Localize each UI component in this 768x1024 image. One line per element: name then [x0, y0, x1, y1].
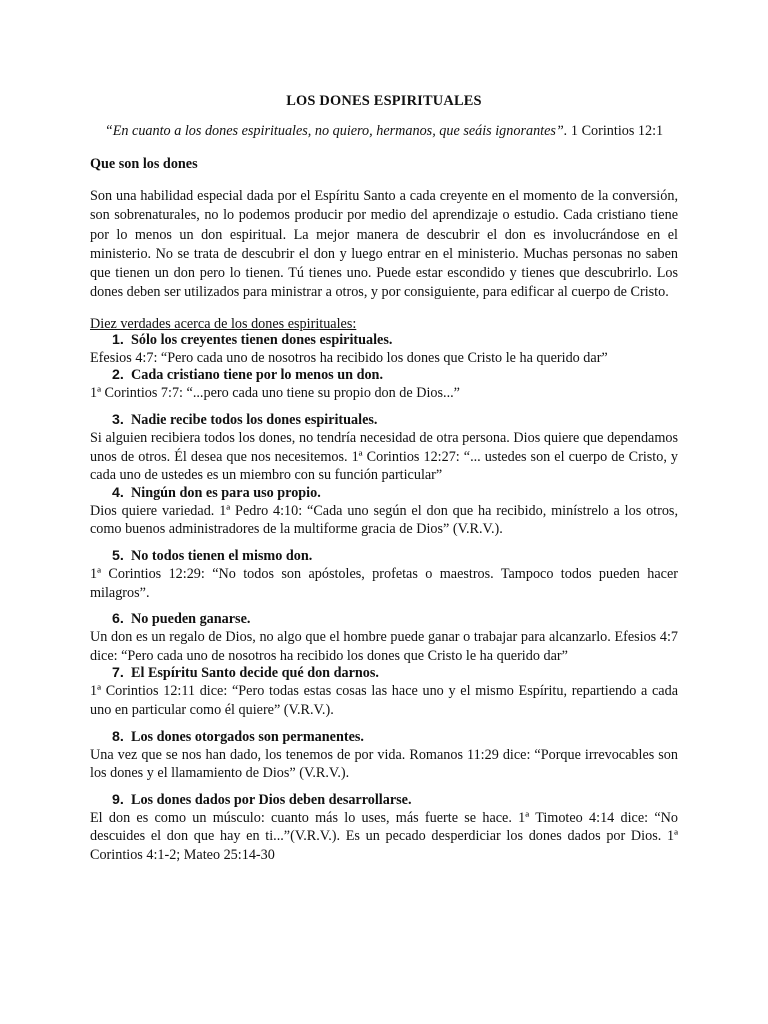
list-item: [90, 611, 678, 665]
item-number: 3.: [112, 411, 124, 428]
item-title: Los dones dados por Dios deben desarrollarse.: [131, 791, 412, 808]
list-heading: Diez verdades acerca de los dones espirituales:: [90, 315, 357, 332]
list-item: [90, 412, 678, 485]
quote-reference: 1 Corintios 12:1: [567, 123, 664, 139]
list-item: [90, 332, 678, 368]
item-body: Si alguien recibiera todos los dones, no tendría necesidad de otra persona. Dios quiere que dependamos unos de otros. Él desea que nos necesitemos. 1ª Corintios 12:27: “... ustedes son el cuerpo de Cristo, y cada uno de ustedes es un miembro con su función particular”: [90, 429, 678, 484]
item-number: 7.: [112, 665, 124, 682]
list-item: [90, 665, 678, 719]
section-heading: Que son los dones: [90, 156, 198, 172]
item-title: Los dones otorgados son permanentes.: [131, 728, 364, 745]
document-title: LOS DONES ESPIRITUALES: [286, 93, 482, 109]
item-number: 1.: [112, 331, 124, 348]
item-number: 8.: [112, 728, 124, 745]
epigraph-quote: [90, 122, 678, 141]
item-body: Una vez que se nos han dado, los tenemos de por vida. Romanos 11:29 dice: “Porque irrevocables son los dones y el llamamiento de Dios” (V.R.V.).: [90, 746, 678, 782]
item-body: 1ª Corintios 12:11 dice: “Pero todas estas cosas las hace uno y el mismo Espíritu, repartiendo a cada uno en particular como él quiere” (V.R.V.).: [90, 683, 678, 718]
item-title: No pueden ganarse.: [131, 611, 251, 628]
list-item: [90, 548, 678, 602]
item-title: Sólo los creyentes tienen dones espirituales.: [131, 331, 393, 348]
item-number: 6.: [112, 611, 124, 628]
item-number: 2.: [112, 367, 124, 384]
item-title: No todos tienen el mismo don.: [131, 547, 313, 564]
item-number: 5.: [112, 547, 124, 564]
list-item: [90, 485, 678, 539]
item-body: Efesios 4:7: “Pero cada uno de nosotros ha recibido los dones que Cristo le ha querido dar”: [90, 349, 608, 366]
list-item: [90, 792, 678, 865]
item-number: 4.: [112, 484, 124, 501]
item-title: El Espíritu Santo decide qué don darnos.: [131, 665, 379, 682]
list-item: [90, 367, 678, 403]
document-content: [90, 92, 678, 864]
truths-list: [90, 332, 678, 865]
item-number: 9.: [112, 791, 124, 808]
item-body: 1ª Corintios 12:29: “No todos son apóstoles, profetas o maestros. Tampoco todos pueden hacer milagros”.: [90, 565, 678, 601]
item-body: Un don es un regalo de Dios, no algo que el hombre puede ganar o trabajar para alcanzarlo. Efesios 4:7 dice: “Pero cada uno de nosotros ha recibido los dones que Cristo le ha querido dar”: [90, 629, 678, 664]
quote-text: “En cuanto a los dones espirituales, no quiero, hermanos, que seáis ignorantes”.: [104, 123, 568, 139]
intro-paragraph: Son una habilidad especial dada por el Espíritu Santo a cada creyente en el momento de la conversión, son sobrenaturales, no lo podemos producir por medio del aprendizaje o estudio. Cada cristiano tiene por lo menos un don espiritual. La mejor manera de descubrir el don es involucrándose en el ministerio. No se trata de descubrir el don y luego entrar en el ministerio. Muchas personas no saben que tienen un don pero lo tienen. Tú tienes uno. Puede estar escondido y tienes que descubrirlo. Los dones deben ser utilizados para ministrar a otros, y por consiguiente, para edificar al cuerpo de Cristo.: [90, 188, 678, 301]
item-body: 1ª Corintios 7:7: “...pero cada uno tiene su propio don de Dios...”: [90, 385, 460, 402]
item-title: Nadie recibe todos los dones espirituales.: [131, 411, 378, 428]
item-title: Cada cristiano tiene por lo menos un don.: [131, 367, 383, 384]
list-item: [90, 729, 678, 783]
item-body: El don es como un músculo: cuanto más lo uses, más fuerte se hace. 1ª Timoteo 4:14 dice: “No descuides el don que hay en ti...”(V.R.V.). Es un pecado desperdiciar los dones dados por Dios. 1ª Corintios 4:1-2; Mateo 25:14-30: [90, 809, 678, 863]
item-title: Ningún don es para uso propio.: [131, 484, 321, 501]
item-body: Dios quiere variedad. 1ª Pedro 4:10: “Cada uno según el don que ha recibido, minístrelo a los otros, como buenos administradores de la multiforme gracia de Dios” (V.R.V.).: [90, 502, 678, 538]
